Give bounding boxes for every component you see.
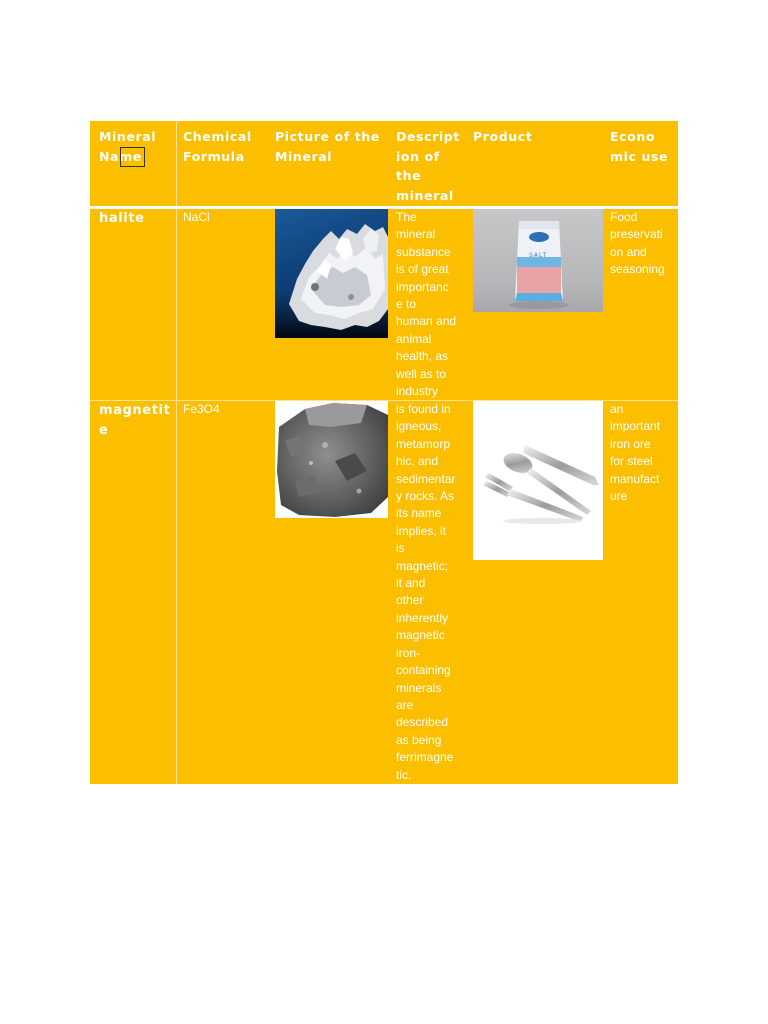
halite-crystal-photo bbox=[275, 209, 388, 338]
row-halite-formula: NaCl bbox=[183, 210, 210, 224]
row-halite-name: halite bbox=[99, 211, 145, 226]
header-economic-use: Econo mic use bbox=[610, 129, 669, 164]
salt-package-label: SALT bbox=[529, 252, 548, 259]
minerals-table bbox=[90, 121, 678, 784]
row-magnetite-formula: Fe3O4 bbox=[183, 402, 220, 416]
header-picture: Picture of the Mineral bbox=[275, 129, 380, 164]
salt-package-photo bbox=[473, 209, 603, 312]
header-mineral-name: Mineral Name bbox=[99, 129, 157, 164]
row-magnetite-economic-use: an important iron ore for steel manufact ure bbox=[610, 402, 661, 504]
row-halite-description: The mineral substance is of great importanc e to human and animal health, as well as to industry bbox=[396, 210, 457, 399]
row-magnetite-name: magnetit e bbox=[99, 403, 171, 438]
column-divider bbox=[176, 121, 177, 784]
header-product: Product bbox=[473, 129, 533, 144]
magnetite-rock-photo bbox=[275, 401, 388, 518]
row-magnetite-description: is found in igneous, metamorp hic, and sedimentar y rocks. As its name implies, it is magnetic; it and other inherently magnetic iron- containing minerals are described as being ferrimagne tic. bbox=[396, 402, 456, 782]
row-halite-economic-use: Food preservati on and seasoning bbox=[610, 210, 665, 277]
header-description: Descript ion of the mineral bbox=[396, 129, 460, 203]
cutlery-photo bbox=[473, 401, 603, 560]
text-cursor-box bbox=[120, 147, 145, 167]
header-chemical-formula: Chemical Formula bbox=[183, 129, 252, 164]
